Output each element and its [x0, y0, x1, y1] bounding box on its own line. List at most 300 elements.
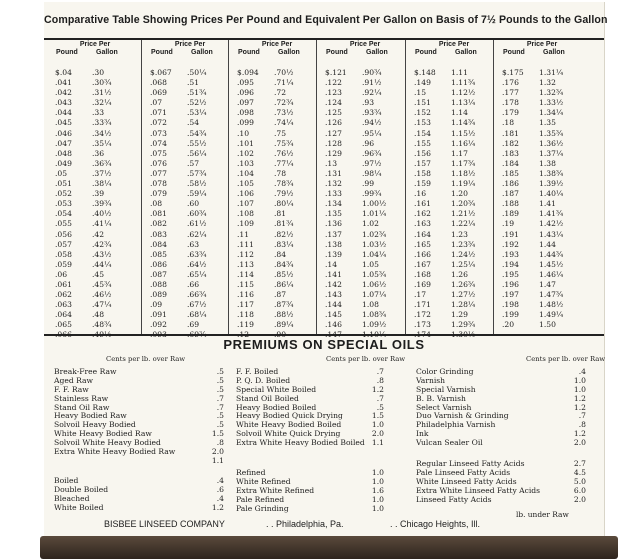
price-row	[322, 240, 408, 250]
oil-premium: 1.0	[371, 476, 384, 486]
price-per-pound: .051	[55, 179, 72, 189]
price-per-pound: .046	[55, 128, 72, 138]
price-per-pound: .08	[150, 199, 163, 209]
price-per-header: Price Per	[349, 41, 381, 48]
gallon-header: Gallon	[455, 49, 477, 56]
oil-premium: .5	[216, 384, 224, 394]
price-row	[499, 199, 585, 209]
price-per-header: Price Per	[174, 41, 206, 48]
price-row	[411, 219, 497, 229]
price-row	[499, 230, 585, 240]
price-per-gallon: .66	[187, 279, 200, 289]
price-per-pound: .109	[237, 219, 254, 229]
price-per-gallon: .61½	[187, 219, 207, 229]
oil-name: Pale Grinding	[236, 503, 289, 513]
price-per-gallon: .41¼	[92, 219, 112, 229]
price-per-gallon: .33¾	[92, 118, 112, 128]
price-row	[499, 179, 585, 189]
oil-item	[54, 504, 224, 513]
price-row	[411, 139, 497, 149]
oil-name: Duo Varnish & Grinding	[416, 411, 509, 421]
price-per-gallon: 1.44¾	[539, 249, 564, 259]
price-per-pound: .053	[55, 199, 72, 209]
price-per-gallon: .95¼	[362, 128, 382, 138]
price-row	[147, 78, 233, 88]
price-per-gallon: .34½	[92, 128, 112, 138]
price-row	[147, 118, 233, 128]
price-row	[322, 270, 408, 280]
oil-name: Break-Free Raw	[54, 367, 117, 376]
price-row	[499, 88, 585, 98]
price-per-gallon: 1.31¼	[539, 68, 564, 77]
price-per-pound: .079	[150, 189, 167, 199]
price-per-gallon: .87¾	[274, 300, 294, 310]
price-per-pound: .142	[325, 279, 342, 289]
price-row	[322, 68, 408, 78]
price-per-pound: .074	[150, 138, 167, 148]
price-per-gallon: .35¼	[92, 138, 112, 148]
oil-name: Special White Boiled	[236, 384, 317, 394]
oil-premium: .5	[216, 411, 224, 421]
price-per-pound: .141	[325, 269, 342, 279]
oil-list-col3b	[416, 460, 586, 504]
price-per-pound: .171	[414, 300, 431, 310]
price-per-pound: .117	[237, 300, 254, 310]
price-per-gallon: .85½	[274, 269, 294, 279]
price-row	[411, 300, 497, 310]
price-per-gallon: .56¼	[187, 148, 207, 158]
price-per-pound: $.04	[55, 68, 72, 77]
price-row	[322, 199, 408, 209]
price-per-pound: .189	[502, 209, 519, 219]
price-row	[499, 189, 585, 199]
price-per-gallon: 1.29	[451, 310, 468, 320]
price-per-gallon: .93¾	[362, 108, 382, 118]
price-per-pound: .045	[55, 118, 72, 128]
oils-subheader: Cents per lb. over Raw	[526, 355, 606, 363]
city-chicago: . . Chicago Heights, Ill.	[390, 519, 481, 529]
price-per-pound: .10	[237, 128, 250, 138]
price-row	[147, 219, 233, 229]
price-per-gallon: 1.02	[362, 219, 379, 229]
price-per-pound: .123	[325, 88, 342, 98]
price-row	[322, 118, 408, 128]
oil-name: White Heavy Bodied Boiled	[236, 420, 342, 430]
price-per-pound: .055	[55, 219, 72, 229]
price-row	[234, 129, 320, 139]
price-per-gallon: .94½	[362, 118, 382, 128]
price-per-pound: .185	[502, 168, 519, 178]
price-per-pound: .119	[237, 320, 254, 330]
price-per-pound: .043	[55, 98, 72, 108]
price-row	[322, 88, 408, 98]
price-per-gallon: .54	[187, 118, 200, 128]
price-per-pound: .169	[414, 279, 431, 289]
price-per-gallon: 1.40¼	[539, 189, 564, 199]
price-per-gallon: .84¾	[274, 259, 294, 269]
price-per-pound: .105	[237, 179, 254, 189]
price-per-pound: .179	[502, 108, 519, 118]
price-row	[411, 118, 497, 128]
price-row	[147, 68, 233, 78]
price-row	[411, 78, 497, 88]
oil-item	[236, 439, 384, 448]
price-per-gallon: .62¼	[187, 229, 207, 239]
price-per-gallon: 1.35	[539, 118, 556, 128]
price-row	[147, 169, 233, 179]
price-per-pound: .085	[150, 249, 167, 259]
price-per-pound: .101	[237, 138, 254, 148]
price-per-pound: .151	[414, 98, 431, 108]
price-per-pound: .086	[150, 259, 167, 269]
oil-name: P. Q. D. Boiled	[236, 375, 291, 385]
price-per-pound: .084	[150, 239, 167, 249]
oil-name: Stainless Raw	[54, 393, 109, 403]
price-per-pound: .073	[150, 128, 167, 138]
price-per-gallon: .64½	[187, 259, 207, 269]
oil-name: Stand Oil Raw	[54, 402, 110, 412]
price-per-gallon: .70½	[274, 68, 294, 77]
price-row	[234, 139, 320, 149]
price-row	[322, 310, 408, 320]
price-per-pound: .19	[502, 219, 515, 229]
price-row	[234, 98, 320, 108]
oil-premium: .8	[216, 438, 224, 448]
price-row	[147, 139, 233, 149]
price-per-pound: .12	[237, 330, 250, 340]
price-row	[499, 98, 585, 108]
price-row	[322, 189, 408, 199]
oil-premium: 2.0	[573, 494, 586, 504]
price-per-gallon: .88½	[274, 310, 294, 320]
price-per-gallon: .79½	[274, 189, 294, 199]
price-per-gallon: .38¼	[92, 179, 112, 189]
gallon-header: Gallon	[96, 49, 118, 56]
oil-name: Heavy Bodied Boiled	[236, 402, 317, 412]
price-per-gallon: .48¾	[92, 320, 112, 330]
oil-name: Bleached	[54, 493, 90, 503]
price-row	[499, 240, 585, 250]
oil-name: White Refined	[236, 476, 291, 486]
price-row	[322, 260, 408, 270]
price-row	[322, 108, 408, 118]
price-per-pound: .062	[55, 290, 72, 300]
oil-item	[54, 457, 224, 466]
price-per-gallon: 1.20	[451, 189, 468, 199]
oil-premium: .4	[216, 493, 224, 503]
price-per-pound: .063	[55, 300, 72, 310]
price-row	[322, 300, 408, 310]
price-per-pound: .099	[237, 118, 254, 128]
oil-premium: 6.0	[573, 485, 586, 495]
price-per-gallon: .80¼	[274, 199, 294, 209]
price-per-gallon: 1.20¾	[451, 199, 476, 209]
price-row	[234, 219, 320, 229]
price-per-pound: .092	[150, 320, 167, 330]
oil-name: Regular Linseed Fatty Acids	[416, 459, 525, 468]
oil-premium: .7	[216, 402, 224, 412]
oil-name: Special Varnish	[416, 384, 476, 394]
price-per-gallon: .32¼	[92, 98, 112, 108]
price-per-gallon: .60	[187, 199, 200, 209]
price-per-pound: .082	[150, 219, 167, 229]
price-per-pound: .197	[502, 290, 519, 300]
price-per-pound: .136	[325, 219, 342, 229]
price-row	[147, 149, 233, 159]
price-per-pound: .173	[414, 320, 431, 330]
price-row	[411, 108, 497, 118]
oil-premium: 1.5	[371, 411, 384, 421]
price-row	[52, 159, 138, 169]
price-per-gallon: .49½	[92, 330, 112, 340]
price-row	[499, 169, 585, 179]
price-per-pound: .157	[414, 158, 431, 168]
price-row	[234, 88, 320, 98]
price-row	[322, 139, 408, 149]
price-per-pound: .064	[55, 310, 72, 320]
price-per-pound: .199	[502, 310, 519, 320]
price-per-pound: .133	[325, 189, 342, 199]
price-per-gallon: 1.23	[451, 229, 468, 239]
price-per-gallon: .30	[92, 68, 105, 77]
price-per-gallon: .63¾	[187, 249, 207, 259]
gallon-header: Gallon	[366, 49, 388, 56]
column-divider	[141, 40, 142, 334]
price-per-gallon: .55½	[187, 138, 207, 148]
price-row	[322, 149, 408, 159]
oil-premium: .5	[216, 420, 224, 430]
oil-premium: .8	[376, 375, 384, 385]
price-row	[147, 209, 233, 219]
gallon-header: Gallon	[278, 49, 300, 56]
oil-item	[236, 505, 384, 514]
oil-premium: 2.0	[371, 429, 384, 439]
price-per-gallon: 1.49¼	[539, 310, 564, 320]
oil-list-col3	[416, 368, 586, 448]
price-per-gallon: .72¾	[274, 98, 294, 108]
oils-title: PREMIUMS ON SPECIAL OILS	[223, 337, 425, 352]
price-per-header: Price Per	[438, 41, 470, 48]
price-per-gallon: 1.47	[539, 279, 556, 289]
price-per-gallon: 1.46¼	[539, 269, 564, 279]
price-per-gallon: .45	[92, 269, 105, 279]
price-per-pound: .06	[55, 269, 68, 279]
price-row	[499, 250, 585, 260]
price-per-pound: .177	[502, 88, 519, 98]
price-row	[411, 98, 497, 108]
price-row	[499, 320, 585, 330]
price-per-gallon: .42	[92, 229, 105, 239]
oil-name: Ink	[416, 429, 429, 439]
price-per-pound: .098	[237, 108, 254, 118]
price-row	[411, 230, 497, 240]
oil-list-col2	[236, 368, 384, 448]
price-per-gallon: .87	[274, 290, 287, 300]
oil-premium: 1.0	[371, 468, 384, 477]
price-per-pound: .071	[150, 108, 167, 118]
price-per-pound: .134	[325, 199, 342, 209]
price-row	[411, 88, 497, 98]
price-per-gallon: 1.07¼	[362, 290, 387, 300]
price-per-gallon: 1.32¾	[539, 88, 564, 98]
price-per-pound: .195	[502, 269, 519, 279]
price-per-gallon: .63	[187, 239, 200, 249]
price-per-pound: .149	[414, 78, 431, 88]
price-row	[234, 260, 320, 270]
price-per-gallon: .83¼	[274, 239, 294, 249]
price-per-gallon: .93	[362, 98, 375, 108]
price-per-gallon: 1.38	[539, 158, 556, 168]
price-per-pound: .17	[414, 290, 427, 300]
price-row	[234, 108, 320, 118]
price-row	[52, 250, 138, 260]
price-row	[52, 98, 138, 108]
price-per-pound: .122	[325, 78, 342, 88]
price-per-pound: .107	[237, 199, 254, 209]
price-per-gallon: .66¾	[187, 290, 207, 300]
price-per-gallon: .89¼	[274, 320, 294, 330]
price-row	[147, 230, 233, 240]
price-row	[147, 260, 233, 270]
oil-name: Solvoil White Quick Drying	[236, 429, 341, 439]
price-row	[499, 310, 585, 320]
price-per-pound: .095	[237, 78, 254, 88]
price-per-pound: .183	[502, 148, 519, 158]
price-per-gallon: 1.50	[539, 320, 556, 330]
price-per-pound: .168	[414, 269, 431, 279]
price-per-gallon: 1.21½	[451, 209, 476, 219]
price-rows	[147, 68, 233, 341]
price-per-gallon: .51	[187, 78, 200, 88]
price-per-pound: .14	[325, 259, 338, 269]
price-per-pound: .188	[502, 199, 519, 209]
price-row	[52, 300, 138, 310]
price-per-gallon: 1.11	[451, 68, 468, 77]
price-per-pound: $.067	[150, 68, 172, 77]
price-per-pound: .126	[325, 118, 342, 128]
oil-premium: 2.0	[573, 438, 586, 448]
price-row	[147, 88, 233, 98]
oil-name: F. F. Raw	[54, 384, 89, 394]
price-rows	[52, 68, 138, 341]
price-rows	[411, 68, 497, 341]
price-per-gallon: 1.35¾	[539, 128, 564, 138]
price-per-gallon: .68¼	[187, 310, 207, 320]
oil-name: Vulcan Sealer Oil	[416, 438, 483, 448]
price-per-gallon: .58½	[187, 179, 207, 189]
price-per-pound: .20	[502, 320, 515, 330]
price-row	[234, 290, 320, 300]
oil-list-col1b	[54, 477, 224, 513]
price-row	[499, 139, 585, 149]
price-per-pound: .158	[414, 168, 431, 178]
price-per-gallon: .92¼	[362, 88, 382, 98]
oil-premium: 1.6	[371, 485, 384, 495]
price-row	[234, 250, 320, 260]
price-row	[499, 290, 585, 300]
price-per-gallon: 1.05	[362, 259, 379, 269]
price-per-header: Price Per	[79, 41, 111, 48]
price-per-pound: $.121	[325, 68, 347, 77]
oil-premium: 2.7	[573, 459, 586, 468]
price-row	[322, 209, 408, 219]
price-per-pound: .057	[55, 239, 72, 249]
price-per-pound: $.148	[414, 68, 436, 77]
price-row	[322, 169, 408, 179]
price-per-pound: .066	[55, 330, 72, 340]
price-per-pound: .093	[150, 330, 167, 340]
price-per-gallon: 1.37¼	[539, 148, 564, 158]
oil-name: Pale Linseed Fatty Acids	[416, 467, 511, 477]
oil-name: Extra White Heavy Bodied Raw	[54, 447, 176, 457]
price-row	[234, 118, 320, 128]
price-per-gallon: 1.05¾	[362, 269, 387, 279]
oil-premium: .4	[216, 476, 224, 485]
pound-header: Pound	[238, 49, 260, 56]
price-per-pound: .047	[55, 138, 72, 148]
price-row	[411, 179, 497, 189]
oil-item	[416, 421, 586, 430]
price-row	[411, 240, 497, 250]
price-per-gallon: 1.08¾	[362, 310, 387, 320]
price-per-pound: .164	[414, 229, 431, 239]
price-per-gallon: .69¾	[187, 330, 207, 340]
price-per-pound: .174	[414, 330, 431, 340]
price-per-gallon: 1.30½	[451, 330, 476, 340]
price-per-pound: .112	[237, 249, 254, 259]
price-row	[147, 108, 233, 118]
oil-premium: 2.0	[211, 447, 224, 457]
price-per-gallon: 1.41¾	[539, 209, 564, 219]
price-per-pound: .187	[502, 189, 519, 199]
price-per-pound: .106	[237, 189, 254, 199]
price-per-pound: .178	[502, 98, 519, 108]
price-row	[234, 169, 320, 179]
price-row	[52, 88, 138, 98]
price-per-pound: .155	[414, 138, 431, 148]
price-row	[52, 219, 138, 229]
oil-premium: 1.2	[573, 393, 586, 403]
price-per-gallon: 1.29¾	[451, 320, 476, 330]
city-philadelphia: . . Philadelphia, Pa.	[266, 519, 344, 529]
price-rows	[234, 68, 320, 341]
price-per-gallon: .33	[92, 108, 105, 118]
price-row	[52, 290, 138, 300]
price-row	[147, 179, 233, 189]
price-per-gallon: .67½	[187, 300, 207, 310]
price-per-gallon: .39	[92, 189, 105, 199]
price-per-pound: .114	[237, 269, 254, 279]
price-per-pound: .058	[55, 249, 72, 259]
oil-premium: 1.0	[573, 375, 586, 385]
oil-premium: .4	[578, 367, 586, 376]
pound-header: Pound	[326, 49, 348, 56]
price-row	[411, 169, 497, 179]
oil-name: Heavy Bodied Quick Drying	[236, 411, 343, 421]
price-per-pound: .048	[55, 148, 72, 158]
oil-name: Stand Oil Boiled	[236, 393, 299, 403]
price-per-gallon: 1.19¼	[451, 179, 476, 189]
price-per-gallon: .90	[274, 330, 287, 340]
price-row	[52, 280, 138, 290]
price-per-gallon: 1.13¼	[451, 98, 476, 108]
oils-subheader: Cents per lb. over Raw	[326, 355, 406, 363]
price-per-pound: .056	[55, 229, 72, 239]
oil-premium: 5.0	[573, 476, 586, 486]
price-row	[52, 68, 138, 78]
oil-premium: 1.0	[371, 420, 384, 430]
price-row	[147, 199, 233, 209]
